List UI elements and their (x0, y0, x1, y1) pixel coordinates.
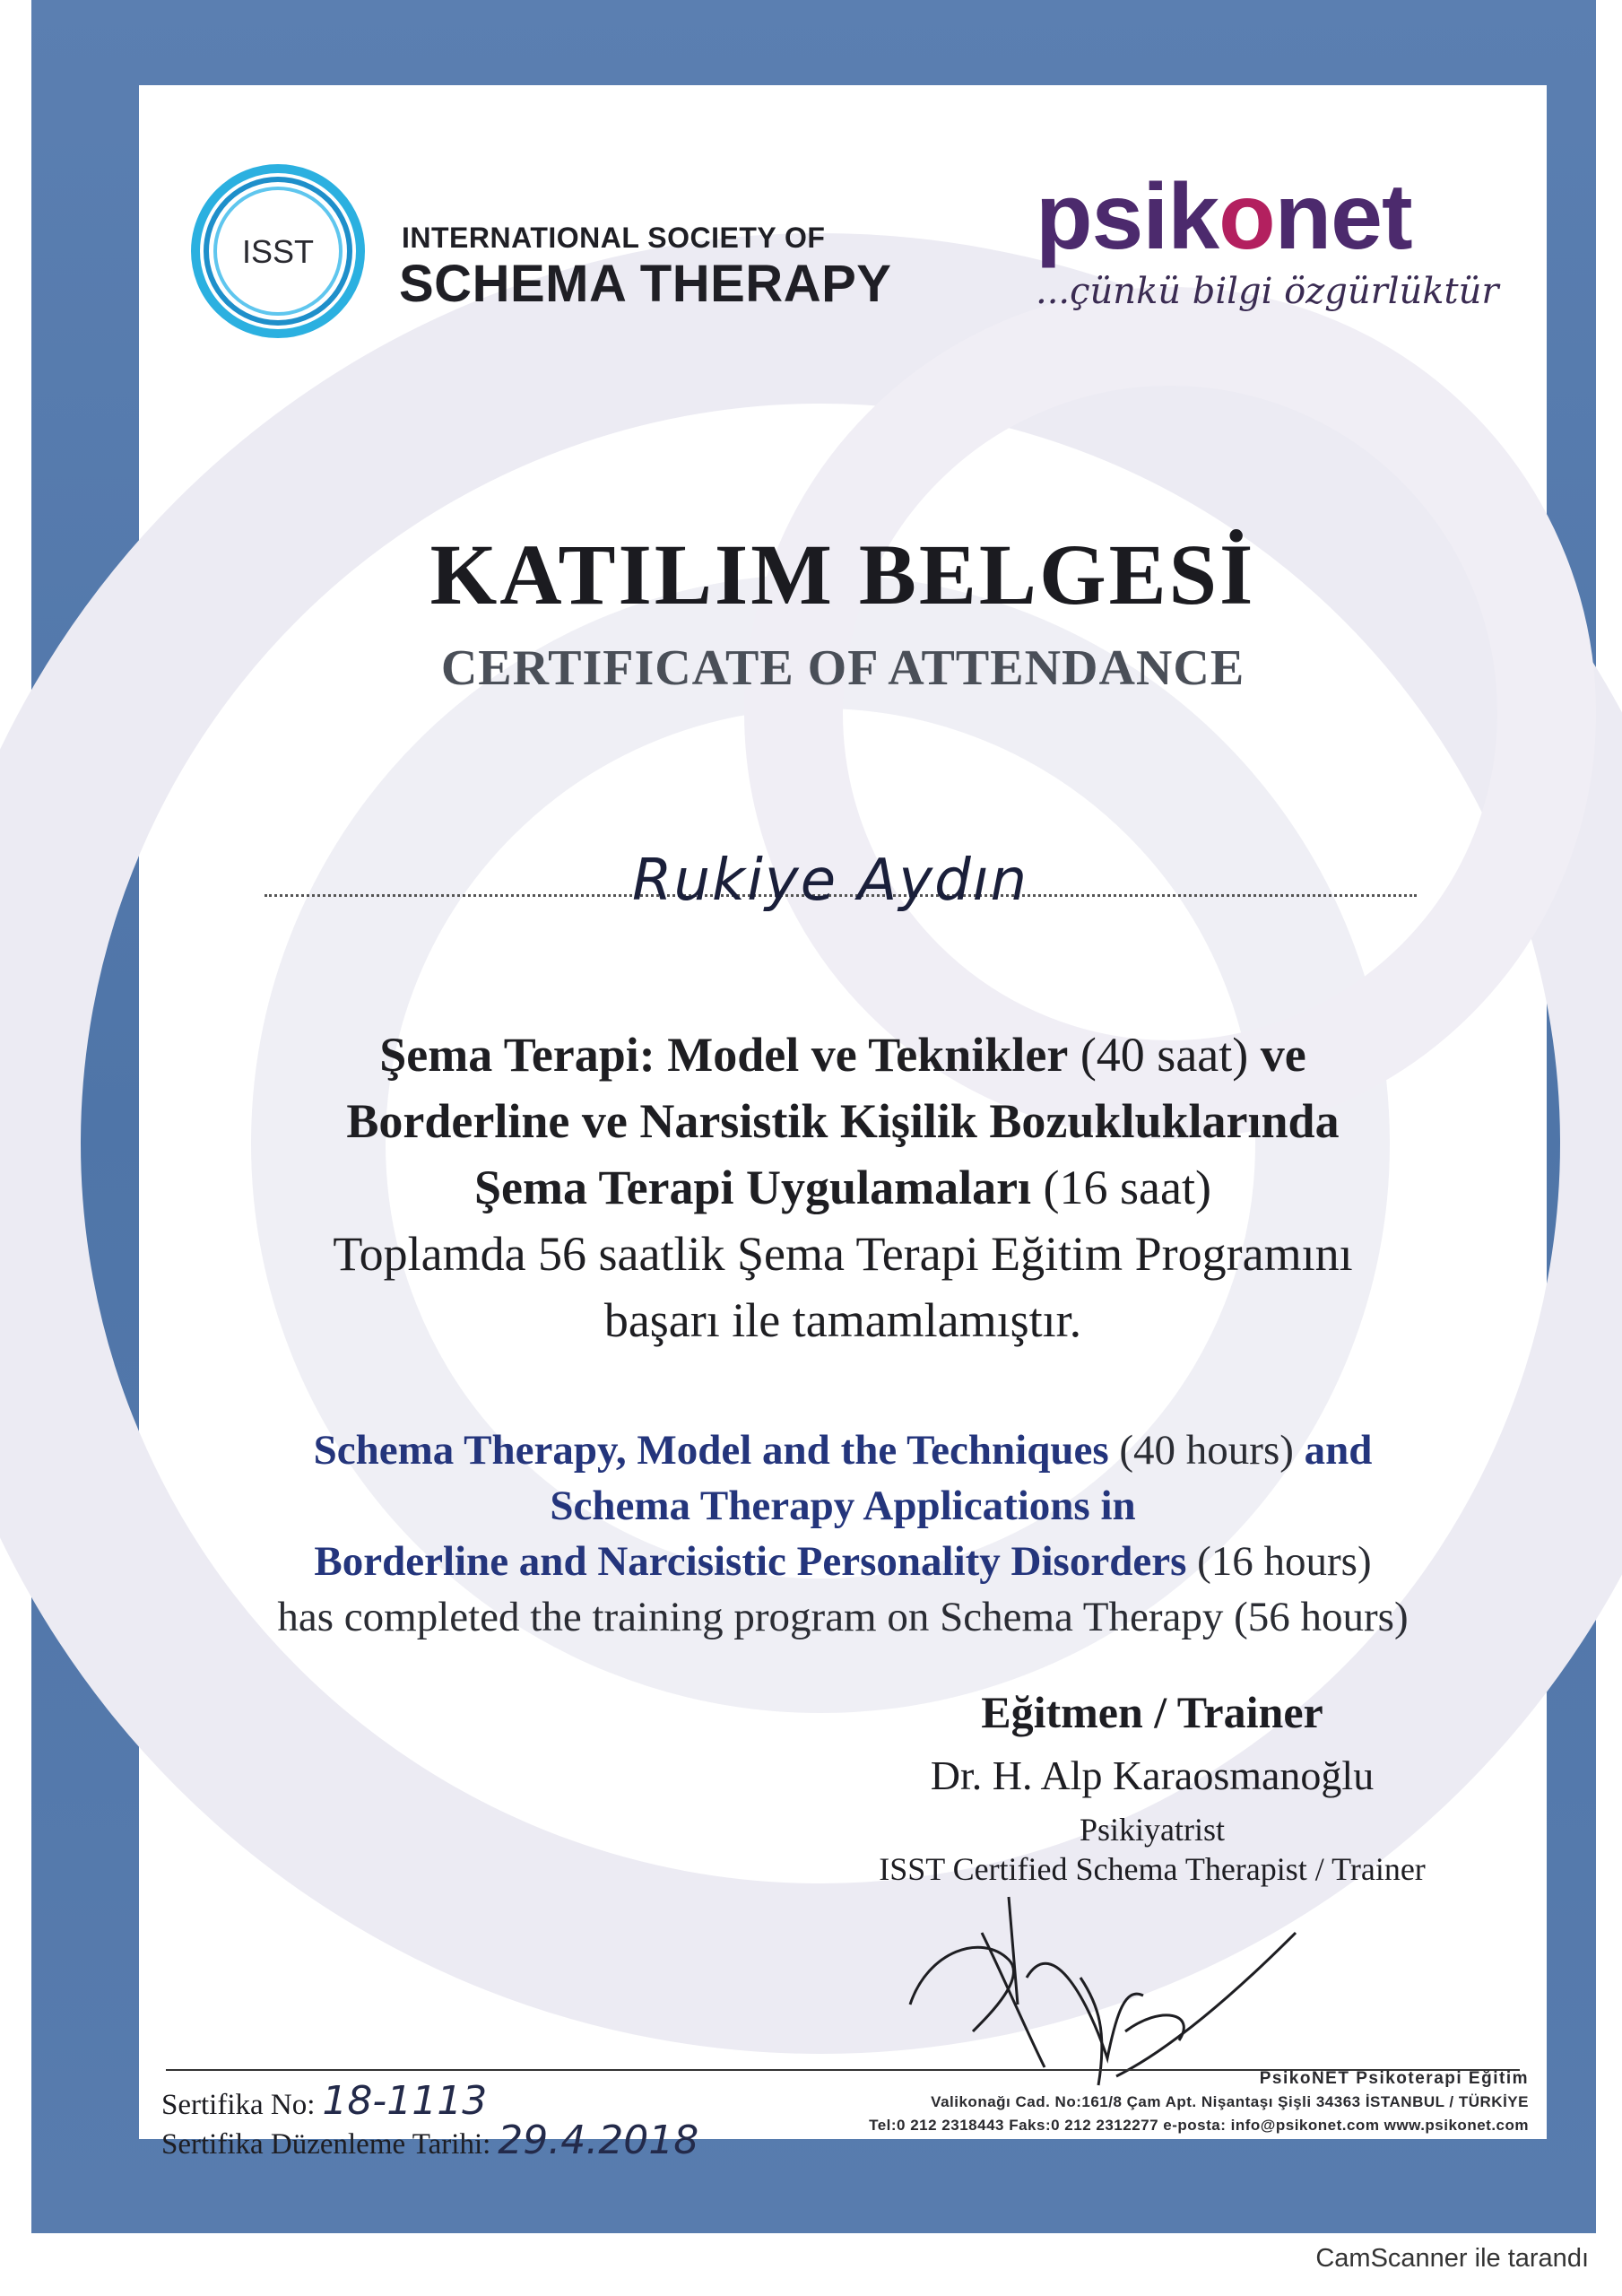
psikonet-logo (1036, 165, 1502, 323)
certificate-date (161, 2118, 698, 2163)
issuer-address: Valikonağı Cad. No:161/8 Çam Apt. Nişantaşı Şişli 34363 İSTANBUL / TÜRKİYE (931, 2093, 1529, 2110)
body-tr-line-3 (139, 1160, 1547, 1215)
body-en-line-3 (139, 1537, 1547, 1586)
psikonet-pre: psik (1036, 165, 1219, 269)
body-en-l3-bold: Borderline and Narcisistic Personality Disorders (314, 1538, 1187, 1585)
body-en-l1-tail: and (1304, 1427, 1373, 1474)
trainer-heading: Eğitmen / Trainer (981, 1687, 1323, 1737)
body-tr-line-5: başarı ile tamamlamıştır. (603, 1293, 1082, 1347)
issuer-contact: Tel:0 212 2318443 Faks:0 212 2312277 e-posta: info@psikonet.com www.psikonet.com (869, 2117, 1529, 2134)
psikonet-slogan: ...çünkü bilgi özgürlüktür (1036, 271, 1499, 312)
body-en-line-2 (139, 1482, 1547, 1530)
issuer-address-block (869, 2067, 1529, 2137)
recipient-name: Rukiye Aydın (632, 848, 1029, 914)
certificate-sheet (139, 85, 1547, 2163)
psikonet-post: net (1274, 165, 1412, 269)
title-english: CERTIFICATE OF ATTENDANCE (440, 640, 1245, 696)
body-tr-l1-bold: Şema Terapi: Model ve Teknikler (379, 1028, 1069, 1082)
body-en-l3-normal: (16 hours) (1197, 1538, 1372, 1585)
trainer-signature-icon (874, 1879, 1340, 2094)
body-tr-l3-normal: (16 saat) (1043, 1161, 1211, 1214)
psikonet-wordmark (1036, 165, 1412, 269)
issuer-name: PsikoNET Psikoterapi Eğitim (1259, 2069, 1529, 2088)
cert-date-value: 29.4.2018 (498, 2118, 699, 2163)
trainer-name: Dr. H. Alp Karaosmanoğlu (930, 1752, 1375, 1798)
body-tr-line-4: Toplamda 56 saatlik Şema Terapi Eğitim Programını (333, 1227, 1353, 1281)
recipient-name-handwriting (623, 828, 1125, 926)
body-tr-l1-normal: (40 saat) (1080, 1028, 1249, 1082)
body-en-l2: Schema Therapy Applications in (550, 1483, 1136, 1529)
psikonet-o: o (1219, 165, 1275, 269)
title-turkish: KATILIM BELGESİ (429, 526, 1256, 622)
isst-name-line2: SCHEMA THERAPY (399, 255, 892, 313)
body-en-line-4: has completed the training program on Schema Therapy (56 hours) (277, 1594, 1409, 1640)
certificate-frame (31, 0, 1596, 2233)
isst-name-line1: INTERNATIONAL SOCIETY OF (402, 222, 826, 254)
cert-date-label: Sertifika Düzenleme Tarihi: (161, 2128, 491, 2161)
body-tr-l1-tail: ve (1260, 1028, 1306, 1082)
body-en-line-1 (139, 1426, 1547, 1474)
body-tr-l3-bold: Şema Terapi Uygulamaları (474, 1161, 1032, 1214)
isst-logo-icon (188, 161, 368, 341)
body-tr-line-2: Borderline ve Narsistik Kişilik Bozukluklarında (346, 1094, 1340, 1148)
body-en-l1-bold: Schema Therapy, Model and the Techniques (313, 1427, 1109, 1474)
body-tr-line-1 (139, 1027, 1547, 1083)
trainer-certification: ISST Certified Schema Therapist / Trainer (879, 1851, 1426, 1887)
body-en-l1-normal: (40 hours) (1119, 1427, 1294, 1474)
cert-no-value: 18-1113 (322, 2078, 488, 2124)
cert-no-label: Sertifika No: (161, 2089, 316, 2121)
isst-badge-text: ISST (241, 233, 315, 270)
trainer-role: Psikiyatrist (1079, 1812, 1226, 1848)
scanner-watermark: CamScanner ile tarandı (1315, 2244, 1589, 2273)
